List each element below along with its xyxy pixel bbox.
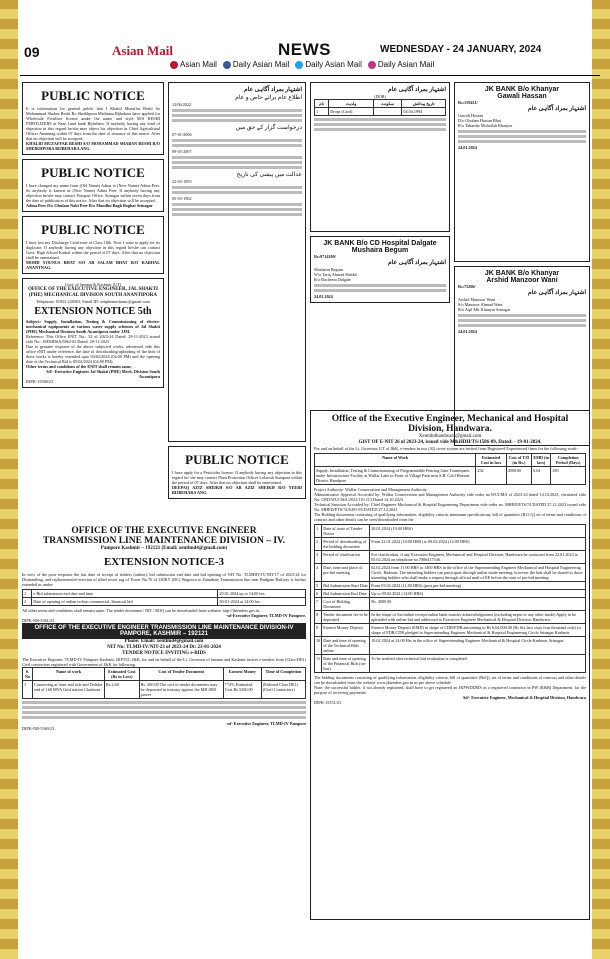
column-middle [168, 82, 306, 522]
party-name: Gawali Hassan [497, 93, 547, 100]
urdu-line-2: درخواست گزار کے حق میں [235, 125, 302, 131]
extension-body: Due to genuine response of the above subjected works, advertised vide this office eNIT under reference, the date of downloading/uploading of the bids of these works is hereby extended upto 03/02/2024 (04:00 PM) and the opening date of the Technical Bid is 05/02/2024 (04:00 PM). [26, 344, 160, 364]
social-instagram[interactable]: Daily Asian Mail [368, 60, 434, 69]
issue-date: WEDNESDAY - 24 JANUARY, 2024 [380, 44, 542, 55]
handwara-item-4: The Bidding documents consisting of qualifying information, eligibility criteria, minimum specifications, bill of quantities (B.O.Q) set of terms and conditions of contract and other details can be seen/downloaded from the [314, 512, 586, 522]
urdu-date-2: 07-01-2006 [172, 132, 192, 137]
handwara-email: Xenmhdhandwara@gmail.com [418, 434, 482, 439]
urdu-date-1: 12/06/2022 [172, 102, 192, 107]
social-links [170, 60, 434, 69]
tlmd2-ref: DIPK-NB-5360/23 [22, 726, 55, 731]
urdu-notice [168, 82, 306, 442]
handwara-footer: The bidding documents consisting of qualifying information, eligibility criteria, bill of quantities (BoQ), set of terms and conditions of contract and other details can be downloaded from the website www.jktenders.gov.in as per above schedule. [314, 675, 586, 685]
tlmd-division: TRANSMISSION LINE MAINTENANCE DIVISION – IV. [42, 536, 286, 546]
notice-sign: DEEPAQ AZIZ SHEIKH S/O AB AZIZ SHEIKH R/O YEERI BIJBEHARA ANG. [172, 485, 302, 495]
urdu-line-3: عدالت میں پیشی کی تاریخ [236, 172, 302, 178]
tlmd2-body: The Executive Engineer, TLMD-IV Pampore Kashmir, JKPTCL J&K, for and on behalf of the Lt. Governor of Jammu and Kashmir invites e-tenders from (Class-DE1) Civil contractors registered with Government of J&K for following. [22, 657, 306, 667]
dob-tag: (DOB) [374, 94, 386, 99]
handwara-office: Office of the Executive Engineer, Mechanical and Hospital Division, Handwara. [331, 414, 569, 434]
tlmd2-table: S. No Name of work Estimated Cost (Rs in Lacs) Cost of Tender Document Earnest Money Time of Completion 1 Conserving at front end side and Dolidar end of 160 MVA Grid station Chadoora Rs.2.60 Rs. 200.00 The cost of tender documents may be deposited in treasury against the MH 0801 power **2% Estimated Cost Rs.5200.00 (Enlisted Class DE1) (Civil Contractors) [22, 667, 306, 699]
notice-title: PUBLIC NOTICE [41, 88, 145, 103]
notice-title: PUBLIC NOTICE [185, 452, 289, 467]
tlmd-office: OFFICE OF THE EXECUTIVE ENGINEER [71, 526, 257, 536]
notice-sign: KHALID MUZAFFAR RESHI S/O MOHAMMAD SHABAN RESHI R/O SHEIKHPORA BIJBEHARA ANG. [26, 141, 160, 151]
phe-extension-notice [22, 278, 164, 388]
jk-notice-khanyar-2: JK BANK B/o Khanyar Arshid Manzoor Wani Rs:75206/ اشتہار بمراد آگاہی عام Arshid Manzoor Wani S/o Manzoor Ahmad Wani R/o Aqil Mir Khanyar Srinagar 24.01.2024 [454, 266, 590, 446]
notice-body: I have changed my name from (Old Name) Adina to (New Name) Adina Peer. So anybody is known as (New Name) Adina Peer. If anybody having any objection he/she may contact Passport Office, Srinagar within seven days from the date of publication of this notice. After that no objection will be accepted. [26, 183, 160, 203]
jk-notice-dalgate: JK BANK B/o CD Hospital Dalgate Mushaira Begum Rs:9714100/ اشتہار بمراد آگاہی عام Mushaira Begum W/o Tariq Ahmad Sheikh R/o Bucheera Dalgate 24.01.2024 [310, 236, 450, 303]
public-notice-2 [22, 159, 164, 212]
jk-notice-khanyar-1: JK BANK B/o Khanyar Gawali Hassan Rs:159431/ اشتہار بمراد آگاہی عام Gawali Hassan D/o Ghulam Hassan Bhat R/o Tabardar Mohallah Khanyar 24.01.2024 [454, 82, 590, 262]
party-name: Arshid Manzoor Wani [486, 277, 558, 284]
handwara-item-2: Administrative Approval Accorded by: Wullar Conservation and Management Authority vide order no.WUCMA of 2023-24 dated 14.10.2023, circulated vide No: CRD/WUCMA/2023/110-113 Dated 14.10.2023. [314, 492, 586, 502]
urdu-title: اشتہار بمراد آگاہی عام [527, 290, 586, 296]
notice-body: It is information for general public that I Khalid Muzaffar Reshi So Mohammad Shabaz Reshi Ro Sheikhpora Mathama Bijbehara have applied for Wholesale Fertiliser license under the name and style M/S RESHI FERTILIZERS at Near Land bank Bijbehara. If anybody having any kind of objection in this regard he/she may object his objection in Chief Agricultural Officer Anantnag within 07 days from the date of issuance of this notice. After that no objection will be accepted. [26, 106, 160, 141]
handwara-intro: For and on behalf of the Lt. Governor, UT of J&K, e-tenders in two (02) cover system are invited from Registered Experienced firms for the following work:- [314, 446, 579, 451]
urdu-line-1: اطلاع عام برائے خاص و عام [235, 95, 302, 101]
party-name: Mushaira Begum [351, 247, 409, 254]
right-ad-strip [592, 0, 610, 959]
tlmd-extension-title: EXTENSION NOTICE-3 [103, 556, 225, 568]
notice-sign: MOHD YOUNUS BHAT S/O AB SALAM BHAT R/O KARHAL ANANTNAG. [26, 260, 160, 270]
handwara-section [310, 410, 590, 920]
urdu-date-5: 05-03-1962 [172, 196, 192, 201]
tlmd2-sign: -sd- Executive Engineer, TLMD-IV Pampore [226, 721, 306, 726]
notice-date: 24.01.2024 [458, 145, 477, 150]
extension-footer: Other terms and conditions of the ENIT shall remain same. [26, 364, 132, 369]
tlmd2-band: OFFICE OF THE EXECUTIVE ENGINEER TRANSMISSION LINE MAINTENANCE DIVISION-IV PAMPORE, KASHMIR – 192121 [22, 623, 306, 639]
pesticide-public-notice [168, 446, 306, 499]
brand-logo: Asian Mail [112, 43, 174, 58]
amount: Rs:159431/ [458, 100, 478, 105]
urdu-title: اشتہار بمراد آگاہی عام [387, 260, 446, 266]
notice-date: 24.01.2024 [458, 329, 477, 334]
public-notice-1 [22, 82, 164, 155]
handwara-gist: GIST OF E-NIT 26 of 2023-24, issued vide M&HDH/TS/1586-89, Dated: - 19-01-2024. [358, 440, 542, 445]
bank-name: JK BANK B/o Khanyar [484, 86, 560, 93]
reference: Reference: This Office ENIT No.: 32 of 2023-24 Dated: 29-11-2023 issued vide No.: JSEMDSA/5862-63 Dated: 29-11-2023. [26, 334, 160, 344]
urdu-title: اشتہار بمراد آگاہی عام [243, 87, 302, 93]
notice-date: 24.01.2024 [314, 294, 333, 299]
handwara-item-1: Project Authority: Wullar Conservation and Management Authority [314, 487, 428, 492]
notice-title: PUBLIC NOTICE [41, 222, 145, 237]
instagram-icon [368, 61, 376, 69]
social-facebook[interactable]: Daily Asian Mail [223, 60, 289, 69]
office-name: OFFICE OF THE EXECUTIVE ENGINEER, JAL SHAKTI (PHE) MECHANICAL DIVISION SOUTH ANANTIPORA [28, 287, 158, 298]
tlmd-dates-table: 1 e-Bid submission end date and time 29.01.2024 up to 14:00 hrs 2 Date of opening of online techno commercial /financial bid 30-01-2024 at 14:00 hrs [22, 589, 306, 606]
urdu-date-4: 22-03-1955 [172, 179, 192, 184]
column-left [22, 82, 164, 522]
signature: Sd/- Executive Engineer Jal Shakti (PHE) Mech. Division South Awantipora [46, 369, 160, 379]
tlmd2-contact: Phone: Email: xentlmd4@gmail.com [124, 639, 204, 644]
gov-label: Govt. of Jammu & Kashmir (UT) [64, 282, 122, 287]
dob-title: اشتہار بمراد آگاہی عام [387, 87, 446, 93]
handwara-sign: Sd/- Executive Engineer, Mechanical & Hospital Division, Handwara [462, 695, 586, 700]
amount: Rs:75206/ [458, 284, 476, 289]
handwara-ref: DIPK-15551/23 [314, 700, 341, 705]
dob-table: نام ولدیت سکونت تاریخ پیدائش 1 Drops (Card) 04.04.1994 [314, 99, 446, 116]
social-youtube[interactable]: Asian Mail [170, 60, 217, 69]
tlmd2-title: TENDER NOTICE INVITING e-BIDS [122, 651, 206, 656]
tlmd-section [22, 526, 306, 921]
twitter-icon [295, 61, 303, 69]
public-notice-3 [22, 216, 164, 274]
subject: Subject: Supply, Installation, Testing & Commissioning of electro-mechanical equipments at various water supply schemes of Jal Shakti (PHE) Mechanical Division South Awantipora under JJM. [26, 319, 160, 334]
bank-name: JK BANK B/o CD Hospital Dalgate [323, 240, 437, 247]
tlmd-sign: -sd-Executive Engineer, TLMD-IV Pampore. [226, 613, 306, 618]
section-title: NEWS [278, 40, 331, 59]
tlmd2-nit: NIT No: TLMD-IV/NIT-23 of 2023-24 Dt: 23-01-2024 [107, 645, 221, 650]
handwara-schedule-table: 1 Date of issue of Tender Notice 20.01.2024 (10:00 HRS) 2 Period of downloading of the bidding document From 21.01.2024 (10:00 HRS) to 09.02.2024 (14:00 HRS) 3 Period of clarification For clarification, if any Executive Engineer, Mechanical and Hospital Division, Handwara be contacted from 22.01.2024 to 05.02.2024 on telephone no.7006417546. 4 Date, time and place of pre-bid meeting 02.02.2024 from 11.00 HRS to 1400 HRS in the office of the Superintending Engineer Mechanical and Hospital Engineering Circle, Baderan. The intending bidders can participate through online mode meeting, however the link shall be shared to those intending bidders who shall make a request through official mail of EE before the start of pre-bid meeting. 5 Bid Submission Start Date From 03.02.2024 (11:00 HRS) (post pre-bid meeting) 6 Bid Submission End Date Up to 09.02.2024 (14:00 HRS) 7 Cost of Bidding Document Rs. 4000.00 8 Tender document fee to be deposited In the shape of Asi/online receipt/online bank transfer acknowledgement (excluding nepse or any other mode) Apply to be uploaded with online bid and addressed to Executive Engineer Mechanical & Hospital Division Handwara. 9 Earnest Money Deposit Earnest Money Deposit (EMD) in shape of CDR/FDR amounting to Rs 6,64,000.00 (Rs Six lacs sixty four thousand only) in shape of FDR/CDR pledged to Superintending Engineer Mechanical & Hospital Engineering Circle Srinagar Kashmir. 10 Date and time of opening of the Technical Bids online 10.02.2024 at 14:00 Hrs in the office of Superintending Engineer Mechanical & Hospital Circle Kashmir, Srinagar. 11 Date and time of opening of the Financial Bids (on-line) To be notified after technical bid evaluation is completed [314, 524, 586, 673]
page-number: 09 [24, 44, 40, 60]
dob-notice [310, 82, 450, 232]
notice-title: PUBLIC NOTICE [41, 165, 145, 180]
notice-body: I have lost my Discharge Certificate of Class 10th. Now I want to apply for its duplicate. If anybody having any objection in this regard he/she can contact Govt. High School Karhal within the period of 07 days. After that no objection shall be entertained. [26, 240, 160, 260]
facebook-icon [223, 61, 231, 69]
handwara-item-3: Technical Sanction Accorded by: Chief Engineer Mechanical & Hospital Engineering Department vide order no. MHED/ETS/74 DATED 27.12.2023 issued vide No. MHED/ETS/74/6491-93 DATED 27.12.2023 [314, 502, 586, 512]
notice-body: I have apply for a Pesticides license. If anybody having any objection in this regard he/ she may contact Plant Protection Officer Lolawab Sumpora within the period of 07 days. After that no objection shall be entertained. [172, 470, 302, 485]
handwara-note: Note: the successful bidder, if not already registered, shall have to get registered on JKPWDDMS as a registered contractor in PW (R&B) Department, for the purpose of receiving payments. [314, 685, 586, 695]
urdu-title: اشتہار بمراد آگاہی عام [527, 106, 586, 112]
contact-line: Telephone: 01933-226563, Email ID: xenphemechanic@gmail.com [36, 299, 150, 304]
tlmd-address: Pampore Kashmir – 192121 (Email: xentlmd4@gmail.com) [100, 546, 228, 551]
tlmd-ref: DIPK-NB-5361/23 [22, 618, 55, 623]
social-twitter[interactable]: Daily Asian Mail [295, 60, 361, 69]
dipk-ref: DIPK-15568/23 [26, 379, 53, 384]
bank-name: JK BANK B/o Khanyar [484, 270, 560, 277]
extension-title: EXTENSION NOTICE 5th [34, 306, 152, 317]
tlmd-body: In view of the poor response the last date of receipt of tenders (online), bid submission end date and bid opening of NIT No: TLMDIV-IV/NIT-17 of 2023-24 for Dismantling, and replacement/re-erection of tilted tower sag of Tower No.76 of 220KV (DC) Wagoora to Zainakote Transmission line near Budgam Railway is further extended as under: [22, 572, 306, 587]
amount: Rs:9714100/ [314, 254, 336, 259]
handwara-work-table: Name of Work Estimated Cost in lacs Cost of T/D (in Rs.) EMD (in lacs) Completion Period (Days) Supply, Installation, Testing & Commissioning of Programmable Fencing Gate Tourniquets under Infrastructure Facility at Wullar Lake in Front of Village Park near S.R. Cold Heaven District Handpore 252 4000.00 6.64 180 [314, 453, 586, 485]
header-rule [20, 75, 600, 76]
tlmd-footer: All other terms and conditions shall remain same. The tender document / NIT / BOQ can be downloaded from website: http://jktenders.gov.in. [22, 608, 261, 613]
notice-sign: Adina Peer D/o Ghulam Nabi Peer R/o Mandhu Bagh Boghat Srinagar [26, 203, 153, 208]
youtube-icon [170, 61, 178, 69]
left-ad-strip [0, 0, 18, 959]
urdu-date-3: 09-03-2007 [172, 149, 192, 154]
